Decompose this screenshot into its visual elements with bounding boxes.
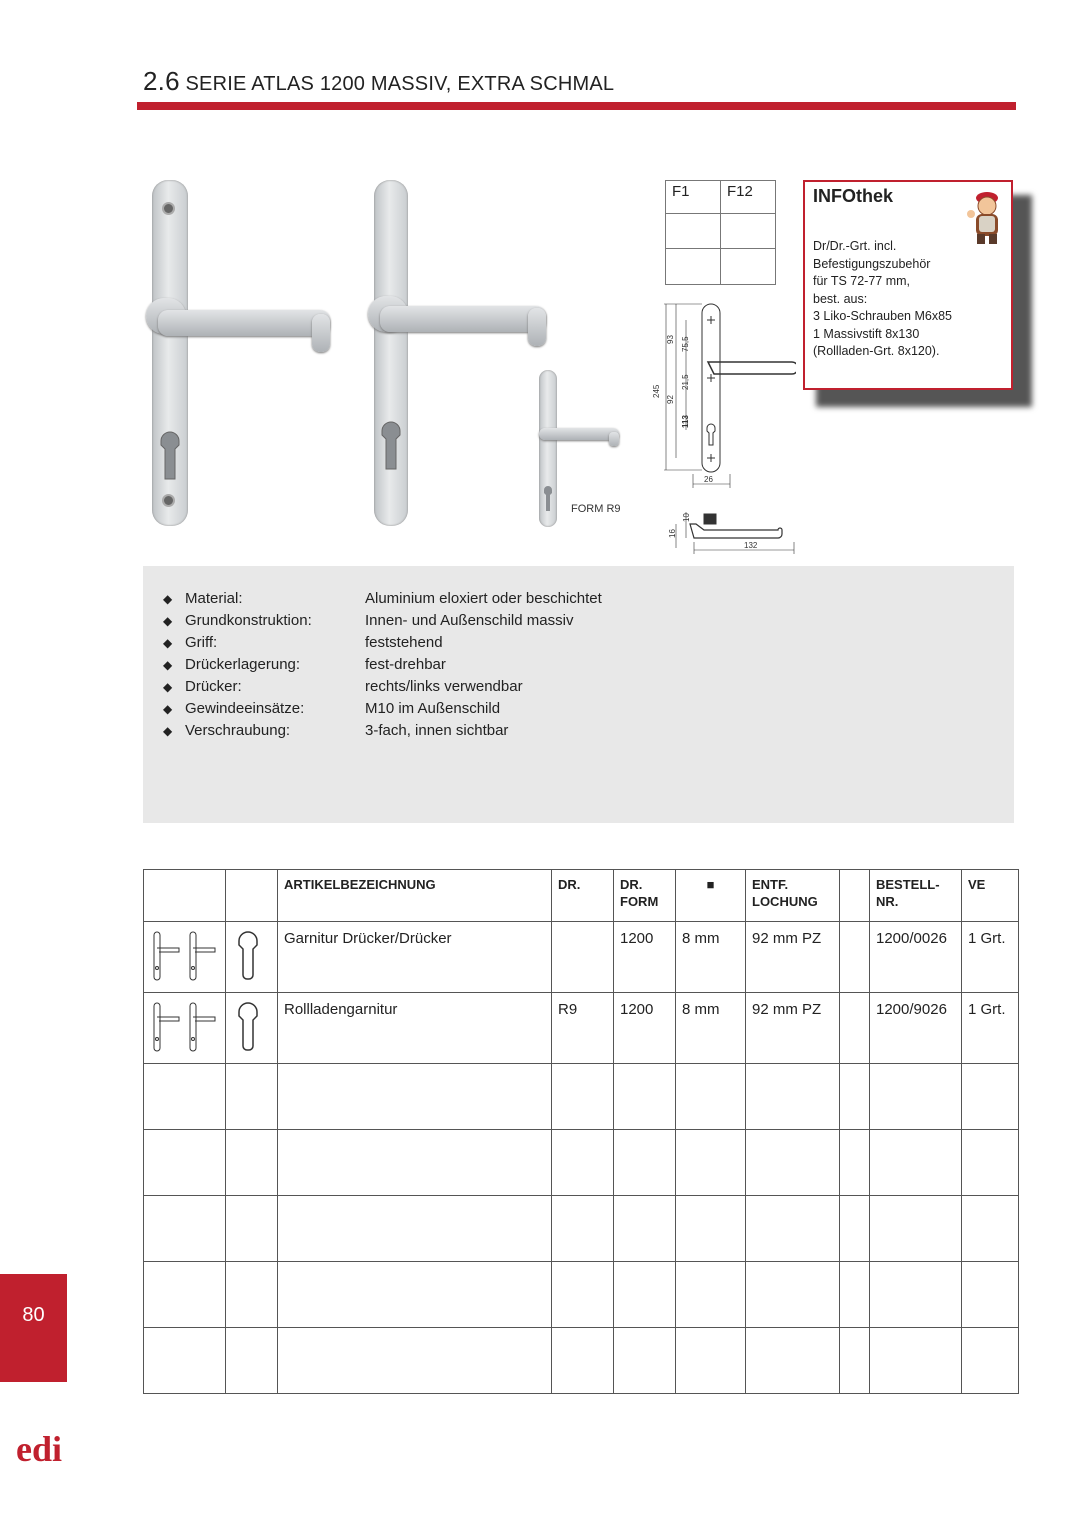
bullet-icon: ◆ — [163, 592, 173, 606]
finish-cell — [666, 249, 721, 285]
row-dr: R9 — [552, 993, 614, 1064]
spec-row: ◆ Verschraubung: 3-fach, innen sichtbar — [163, 722, 509, 739]
cylinder-icon — [226, 993, 278, 1064]
bullet-icon: ◆ — [163, 636, 173, 650]
section-number: 2.6 — [143, 66, 180, 96]
keyhole-icon — [542, 485, 554, 513]
page-title — [143, 66, 614, 97]
spec-row: ◆ Drücker: rechts/links verwendbar — [163, 678, 523, 695]
bullet-icon: ◆ — [163, 614, 173, 628]
spec-row: ◆ Grundkonstruktion: Innen- und Außenschild massiv — [163, 612, 574, 629]
header-dr: DR. — [552, 870, 614, 922]
keyhole-icon — [157, 430, 183, 482]
dim-92: 92 — [666, 395, 675, 404]
infothek-title: INFOthek — [813, 186, 894, 206]
product-photo-outside — [140, 180, 340, 530]
row-name: Rollladengarnitur — [278, 993, 552, 1064]
page-number: 80 — [22, 1304, 45, 1326]
mascot-icon — [967, 188, 1007, 246]
section-title: SERIE ATLAS 1200 MASSIV, EXTRA SCHMAL — [185, 73, 615, 95]
finish-cell — [721, 249, 776, 285]
handle-set-icon — [144, 993, 226, 1064]
row-square: 8 mm — [676, 993, 746, 1064]
row-blank — [840, 993, 870, 1064]
keyhole-icon — [378, 420, 404, 472]
row-ve: 1 Grt. — [962, 993, 1019, 1064]
table-header-row — [144, 870, 1019, 922]
dim-10: 10 — [682, 513, 691, 522]
bullet-icon: ◆ — [163, 658, 173, 672]
header-artikel: ARTIKELBEZEICHNUNG — [278, 870, 552, 922]
bullet-icon: ◆ — [163, 702, 173, 716]
brand-logo: edi — [16, 1429, 63, 1469]
row-ve: 1 Grt. — [962, 922, 1019, 993]
table-row-empty — [144, 1262, 1019, 1328]
cylinder-icon — [226, 922, 278, 993]
form-r9-label: FORM R9 — [571, 503, 621, 515]
dim-26: 26 — [704, 475, 713, 484]
bullet-icon: ◆ — [163, 680, 173, 694]
infothek-box — [803, 180, 1013, 390]
page-number-tab — [0, 1274, 67, 1382]
row-blank — [840, 922, 870, 993]
table-row-empty — [144, 1064, 1019, 1130]
row-bestell: 1200/0026 — [870, 922, 962, 993]
header-square: ■ — [676, 870, 746, 922]
specs-panel — [143, 566, 1014, 823]
header-image-2 — [226, 870, 278, 922]
finish-header-f12: F12 — [721, 181, 776, 214]
table-row-empty — [144, 1328, 1019, 1394]
row-entf: 92 mm PZ — [746, 993, 840, 1064]
header-rule — [137, 102, 1016, 110]
technical-drawing — [646, 298, 796, 558]
header-entf: ENTF. LOCHUNG — [746, 870, 840, 922]
finish-table — [665, 180, 776, 285]
spec-row: ◆ Material: Aluminium eloxiert oder beschichtet — [163, 590, 602, 607]
row-dr — [552, 922, 614, 993]
row-square: 8 mm — [676, 922, 746, 993]
row-entf: 92 mm PZ — [746, 922, 840, 993]
dim-16: 16 — [668, 529, 677, 538]
table-row — [144, 993, 1019, 1064]
dim-245: 245 — [652, 384, 661, 398]
spec-row: ◆ Griff: feststehend — [163, 634, 443, 651]
spec-row: ◆ Drückerlagerung: fest-drehbar — [163, 656, 446, 673]
dim-132: 132 — [744, 541, 758, 550]
row-form: 1200 — [614, 922, 676, 993]
dim-93: 93 — [666, 335, 675, 344]
header-ve: VE — [962, 870, 1019, 922]
dim-75-5: 75,5 — [681, 336, 690, 352]
handle-set-icon — [144, 922, 226, 993]
article-table — [143, 869, 1019, 1394]
row-form: 1200 — [614, 993, 676, 1064]
finish-header-f1: F1 — [666, 181, 721, 214]
finish-cell — [666, 214, 721, 249]
row-bestell: 1200/9026 — [870, 993, 962, 1064]
spec-row: ◆ Gewindeeinsätze: M10 im Außenschild — [163, 700, 501, 717]
bullet-icon: ◆ — [163, 724, 173, 738]
header-dr-form: DR. FORM — [614, 870, 676, 922]
table-row-empty — [144, 1196, 1019, 1262]
header-bestell: BESTELL- NR. — [870, 870, 962, 922]
finish-cell — [721, 214, 776, 249]
dim-113: 113 — [681, 415, 690, 428]
product-photo-inside — [360, 180, 560, 530]
infothek-text: Dr/Dr.-Grt. incl. Befestigungszubehör für TS 72-77 mm, best. aus: 3 Liko-Schrauben M6x85 1 Massivstift 8x130 (Rollladen-Grt. 8x120). — [813, 239, 952, 358]
dim-21-5: 21,5 — [681, 374, 690, 390]
table-row-empty — [144, 1130, 1019, 1196]
row-name: Garnitur Drücker/Drücker — [278, 922, 552, 993]
header-image — [144, 870, 226, 922]
table-row — [144, 922, 1019, 993]
header-blank — [840, 870, 870, 922]
